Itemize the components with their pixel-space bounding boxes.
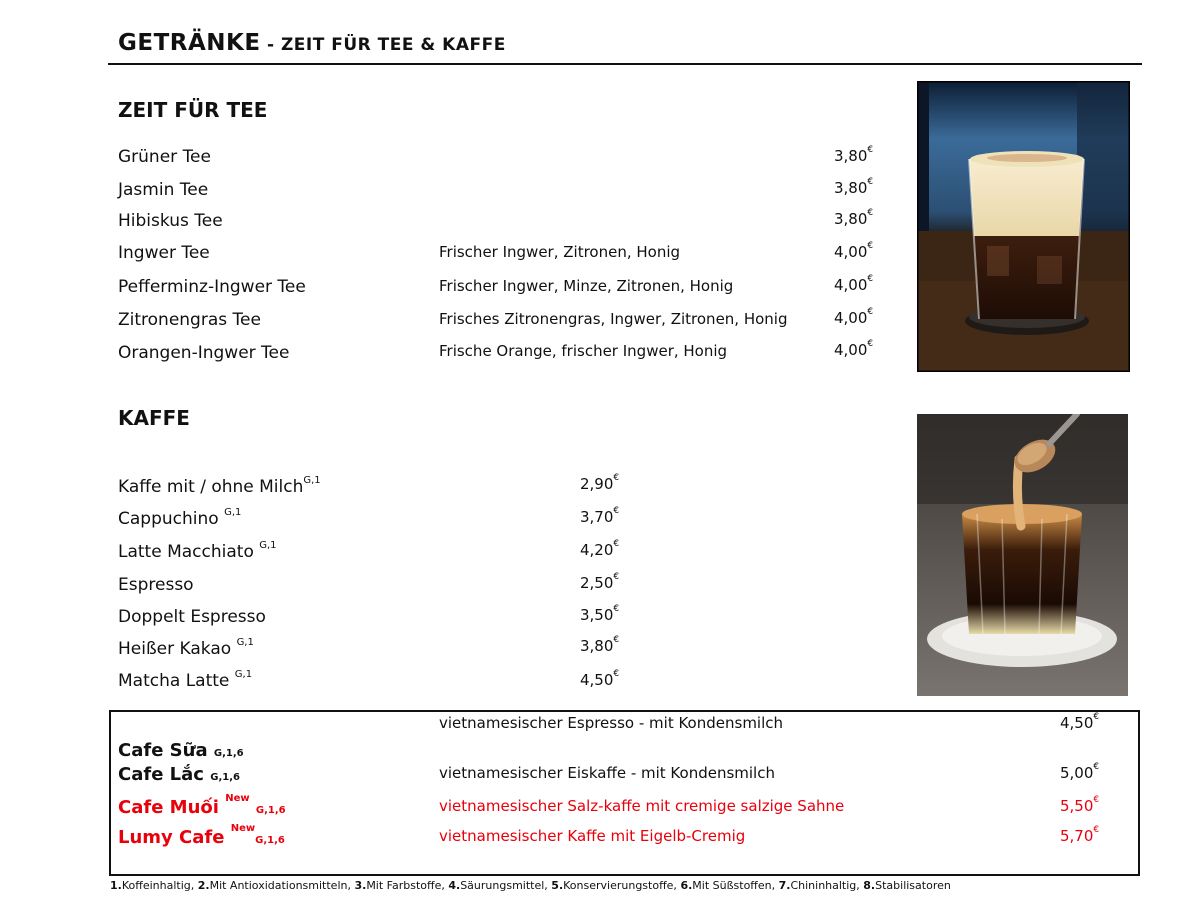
tea-item-name: Pefferminz-Ingwer Tee <box>118 277 306 297</box>
viet-item-price: 5,70€ <box>1060 825 1100 845</box>
tea-item-name: Grüner Tee <box>118 147 211 167</box>
vietnamese-coffee-box <box>109 710 1140 876</box>
coffee-item-price: 3,80€ <box>580 635 620 655</box>
coffee-item-name: Doppelt Espresso <box>118 607 266 627</box>
coffee-item-name: Cappuchino $^{G,1}$ <box>118 507 242 529</box>
viet-item-name: Cafe Lắc G,1,6 <box>118 764 240 785</box>
coffee-item-name: Espresso <box>118 575 194 595</box>
tea-item-name: Jasmin Tee <box>118 180 209 200</box>
tea-item-price: 3,80€ <box>834 208 874 228</box>
tea-item-price: 4,00€ <box>834 274 874 294</box>
tea-item-name: Ingwer Tee <box>118 243 210 263</box>
tea-heading: ZEIT FÜR TEE <box>118 98 268 122</box>
tea-item-name: Hibiskus Tee <box>118 211 223 231</box>
tea-item-price: 4,00€ <box>834 339 874 359</box>
tea-item-name: Zitronengras Tee <box>118 310 261 330</box>
viet-item-desc: vietnamesischer Espresso - mit Kondensmilch <box>439 714 784 732</box>
header-divider <box>108 63 1142 65</box>
title-main: GETRÄNKE <box>118 30 261 56</box>
page-title <box>118 30 506 56</box>
viet-item-desc: vietnamesischer Eiskaffe - mit Kondensmilch <box>439 764 775 782</box>
tea-item-price: 4,00€ <box>834 307 874 327</box>
iced-coffee-photo <box>917 81 1130 372</box>
egg-coffee-photo <box>917 414 1128 696</box>
viet-item-price: 4,50€ <box>1060 712 1100 732</box>
new-badge: New <box>225 793 250 804</box>
viet-item-name-new: Lumy Cafe $^{New}$G,1,6 <box>118 823 285 848</box>
coffee-item-price: 3,70€ <box>580 506 620 526</box>
coffee-item-price: 3,50€ <box>580 604 620 624</box>
tea-item-desc: Frischer Ingwer, Zitronen, Honig <box>439 243 681 261</box>
allergen-footnote: 1.Koffeinhaltig, 2.Mit Antioxidationsmitteln, 3.Mit Farbstoffe, 4.Säurungsmittel, 5.Konservierungstoffe, 6.Mit Süßstoffen, 7.Chininhaltig, 8.Stabilisatoren <box>110 879 951 892</box>
tea-item-name: Orangen-Ingwer Tee <box>118 343 290 363</box>
viet-item-desc: vietnamesischer Kaffe mit Eigelb-Cremig <box>439 827 746 845</box>
coffee-item-price: 4,50€ <box>580 669 620 689</box>
coffee-item-price: 2,50€ <box>580 572 620 592</box>
coffee-heading: KAFFE <box>118 406 190 430</box>
egg-coffee-image <box>917 414 1128 696</box>
coffee-item-name: Latte Macchiato $^{G,1}$ <box>118 540 277 562</box>
viet-item-name: Cafe Sữa G,1,6 <box>118 740 244 761</box>
coffee-item-name: Heißer Kakao $^{G,1}$ <box>118 637 254 659</box>
viet-item-price: 5,50€ <box>1060 795 1100 815</box>
tea-item-price: 3,80€ <box>834 145 874 165</box>
tea-item-price: 4,00€ <box>834 241 874 261</box>
viet-item-desc: vietnamesischer Salz-kaffe mit cremige salzige Sahne <box>439 797 845 815</box>
tea-item-desc: Frisches Zitronengras, Ingwer, Zitronen, Honig <box>439 310 788 328</box>
title-sub: - ZEIT FÜR TEE & KAFFE <box>260 35 506 55</box>
tea-item-desc: Frischer Ingwer, Minze, Zitronen, Honig <box>439 277 734 295</box>
viet-item-price: 5,00€ <box>1060 762 1100 782</box>
coffee-item-price: 2,90€ <box>580 473 620 493</box>
new-badge: New <box>230 823 256 834</box>
tea-item-desc: Frische Orange, frischer Ingwer, Honig <box>439 342 728 360</box>
coffee-item-price: 4,20€ <box>580 539 620 559</box>
coffee-item-name: Kaffe mit / ohne Milch$^{G,1}$ <box>118 475 321 497</box>
viet-item-name-new: Cafe Muối $^{New}$ G,1,6 <box>118 793 286 818</box>
iced-coffee-image <box>917 81 1130 372</box>
coffee-item-name: Matcha Latte $^{G,1}$ <box>118 669 253 691</box>
tea-item-price: 3,80€ <box>834 177 874 197</box>
